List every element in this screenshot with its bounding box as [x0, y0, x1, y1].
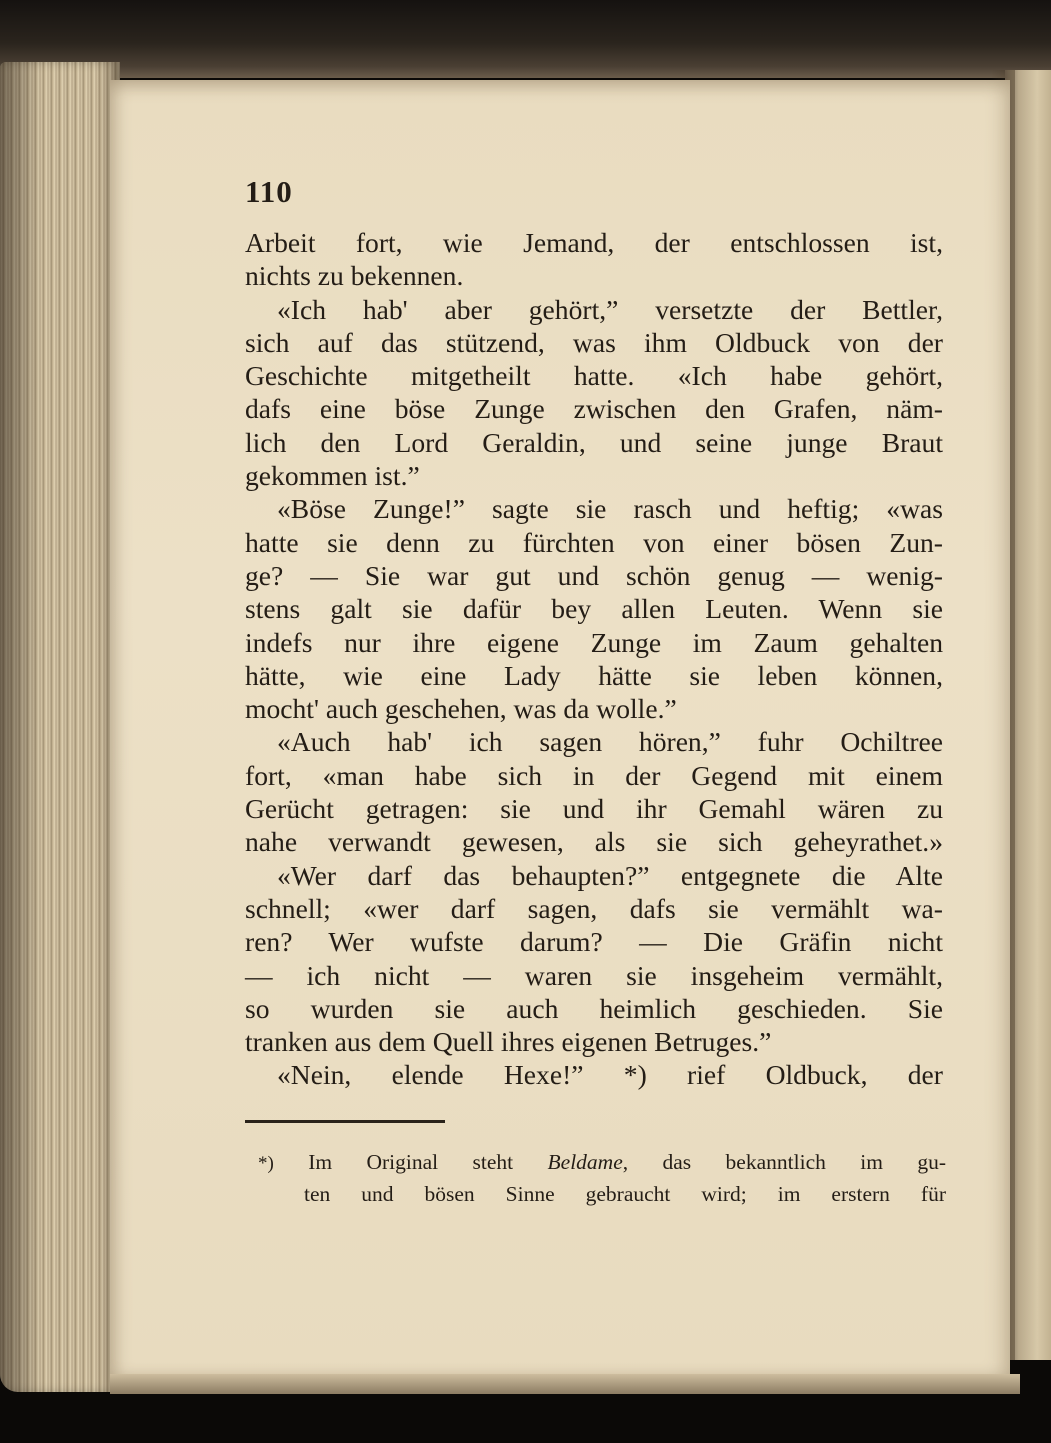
text-line: hatte sie denn zu fürchten von einer bösen Zun- — [245, 526, 943, 558]
text-line: gekommen ist.” — [245, 460, 420, 492]
text-line: stens galt sie dafür bey allen Leuten. Wenn sie — [245, 593, 943, 625]
text-line: indefs nur ihre eigene Zunge im Zaum gehalten — [245, 626, 943, 658]
text-line: Gerücht getragen: sie und ihr Gemahl wären zu — [245, 793, 943, 825]
text-line: tranken aus dem Quell ihres eigenen Betruges.” — [245, 1026, 772, 1058]
footnote-line-1 — [258, 1147, 946, 1179]
book-cover-top — [0, 0, 1051, 78]
page-bottom-edge — [110, 1374, 1020, 1394]
footnote-text-after: , das bekanntlich im gu- — [622, 1150, 946, 1174]
text-line: ren? Wer wufste darum? — Die Gräfin nicht — [245, 926, 943, 958]
footnote-line-2: ten und bösen Sinne gebraucht wird; im erstern für — [304, 1182, 946, 1206]
text-line: mocht' auch geschehen, was da wolle.” — [245, 693, 677, 725]
footnote — [258, 1147, 946, 1209]
text-line: Arbeit fort, wie Jemand, der entschlossen ist, — [245, 227, 943, 258]
text-line: Geschichte mitgetheilt hatte. «Ich habe gehört, — [245, 360, 943, 392]
text-line: ge? — Sie war gut und schön genug — wenig- — [245, 559, 943, 591]
text-line: nichts zu bekennen. — [245, 260, 464, 292]
body-text — [245, 226, 943, 1092]
text-line: hätte, wie eine Lady hätte sie leben können, — [245, 659, 943, 691]
text-line: dafs eine böse Zunge zwischen den Grafen, näm- — [245, 393, 943, 425]
text-line: fort, «man habe sich in der Gegend mit einem — [245, 759, 943, 791]
page-number: 110 — [245, 174, 293, 209]
text-line: «Böse Zunge!” sagte sie rasch und heftig; «was — [277, 493, 943, 525]
text-line: sich auf das stützend, was ihm Oldbuck von der — [245, 326, 943, 358]
text-line: «Auch hab' ich sagen hören,” fuhr Ochiltree — [277, 726, 943, 758]
text-line: «Wer darf das behaupten?” entgegnete die Alte — [277, 859, 943, 891]
text-line: schnell; «wer darf sagen, dafs sie vermählt wa- — [245, 892, 943, 924]
footnote-marker: *) — [258, 1153, 274, 1174]
footnote-text-before: Im Original steht — [308, 1150, 548, 1174]
text-line: «Ich hab' aber gehört,” versetzte der Bettler, — [277, 293, 943, 325]
text-line: nahe verwandt gewesen, als sie sich geheyrathet.» — [245, 826, 943, 858]
text-line: — ich nicht — waren sie insgeheim vermählt, — [245, 959, 943, 991]
text-line: lich den Lord Geraldin, und seine junge Braut — [245, 426, 943, 458]
page-edges-shade — [0, 62, 120, 1392]
text-line: «Nein, elende Hexe!” *) rief Oldbuck, der — [277, 1059, 943, 1091]
footnote-rule — [245, 1120, 445, 1123]
footnote-italic-term: Beldame — [547, 1150, 623, 1174]
text-line: so wurden sie auch heimlich geschieden. Sie — [245, 992, 943, 1024]
